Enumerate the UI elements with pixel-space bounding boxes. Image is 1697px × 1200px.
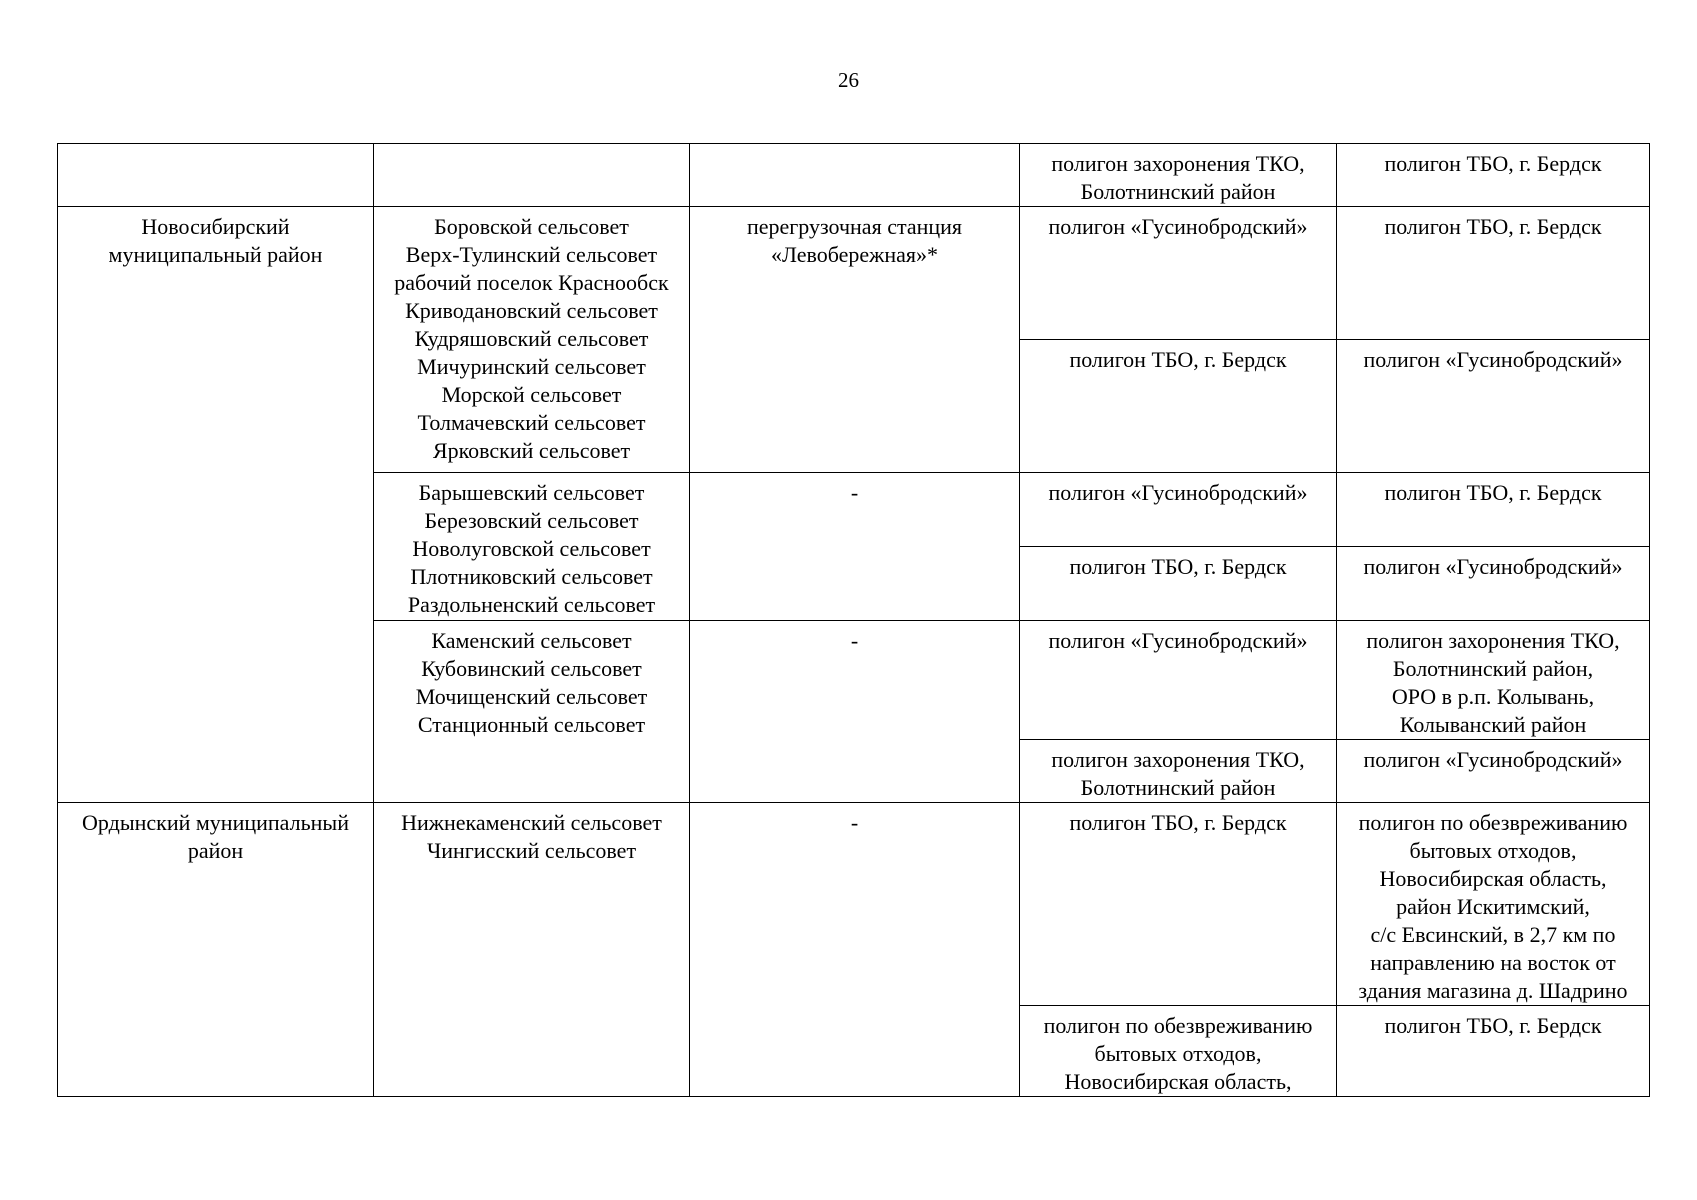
table-cell-reserve-landfill: полигон ТБО, г. Бердск — [1337, 144, 1650, 207]
table-cell-settlements: Барышевский сельсовет Березовский сельсовет Новолуговской сельсовет Плотниковский сельсовет Раздольненский сельсовет — [374, 473, 690, 621]
table-cell-district: Новосибирский муниципальный район — [58, 207, 374, 803]
table-cell-district: Ордынский муниципальный район — [58, 803, 374, 1097]
table-cell-main-landfill: полигон ТБО, г. Бердск — [1020, 547, 1337, 621]
table-cell-reserve-landfill: полигон ТБО, г. Бердск — [1337, 207, 1650, 340]
table-cell-main-landfill: полигон захоронения ТКО, Болотнинский район — [1020, 144, 1337, 207]
table-row — [58, 144, 1650, 207]
table-cell-reserve-landfill: полигон захоронения ТКО, Болотнинский район, ОРО в р.п. Колывань, Колыванский район — [1337, 621, 1650, 740]
table-cell-settlements: Боровской сельсовет Верх-Тулинский сельсовет рабочий поселок Краснообск Криводановский сельсовет Кудряшовский сельсовет Мичуринский сельсовет Морской сельсовет Толмачевский сельсовет Ярковский сельсовет — [374, 207, 690, 473]
table-cell-reserve-landfill: полигон ТБО, г. Бердск — [1337, 473, 1650, 547]
table-cell-main-landfill: полигон захоронения ТКО, Болотнинский район — [1020, 740, 1337, 803]
table-row — [58, 803, 1650, 1006]
table-cell-empty — [58, 144, 374, 207]
table-cell-reserve-landfill: полигон по обезвреживанию бытовых отходов, Новосибирская область, район Искитимский, с/с Евсинский, в 2,7 км по направлению на восток от здания магазина д. Шадрино — [1337, 803, 1650, 1006]
table-cell-settlements: Нижнекаменский сельсовет Чингисский сельсовет — [374, 803, 690, 1097]
table-cell-transfer-station: - — [690, 621, 1020, 803]
page-number: 26 — [838, 68, 859, 92]
table-row — [58, 207, 1650, 340]
table-cell-transfer-station: - — [690, 473, 1020, 621]
table-cell-reserve-landfill: полигон «Гусинобродский» — [1337, 340, 1650, 473]
table-cell-settlements: Каменский сельсовет Кубовинский сельсовет Мочищенский сельсовет Станционный сельсовет — [374, 621, 690, 803]
table-cell-main-landfill: полигон «Гусинобродский» — [1020, 207, 1337, 340]
table-cell-main-landfill: полигон «Гусинобродский» — [1020, 473, 1337, 547]
table-cell-transfer-station: - — [690, 803, 1020, 1097]
table-cell-main-landfill: полигон по обезвреживанию бытовых отходов, Новосибирская область, — [1020, 1006, 1337, 1097]
table-cell-empty — [690, 144, 1020, 207]
table-cell-empty — [374, 144, 690, 207]
table-cell-reserve-landfill: полигон «Гусинобродский» — [1337, 547, 1650, 621]
table-cell-main-landfill: полигон «Гусинобродский» — [1020, 621, 1337, 740]
table-cell-transfer-station: перегрузочная станция «Левобережная»* — [690, 207, 1020, 473]
table-cell-main-landfill: полигон ТБО, г. Бердск — [1020, 803, 1337, 1006]
table-cell-reserve-landfill: полигон ТБО, г. Бердск — [1337, 1006, 1650, 1097]
waste-routing-table — [57, 143, 1650, 1097]
table-cell-reserve-landfill: полигон «Гусинобродский» — [1337, 740, 1650, 803]
table-cell-main-landfill: полигон ТБО, г. Бердск — [1020, 340, 1337, 473]
